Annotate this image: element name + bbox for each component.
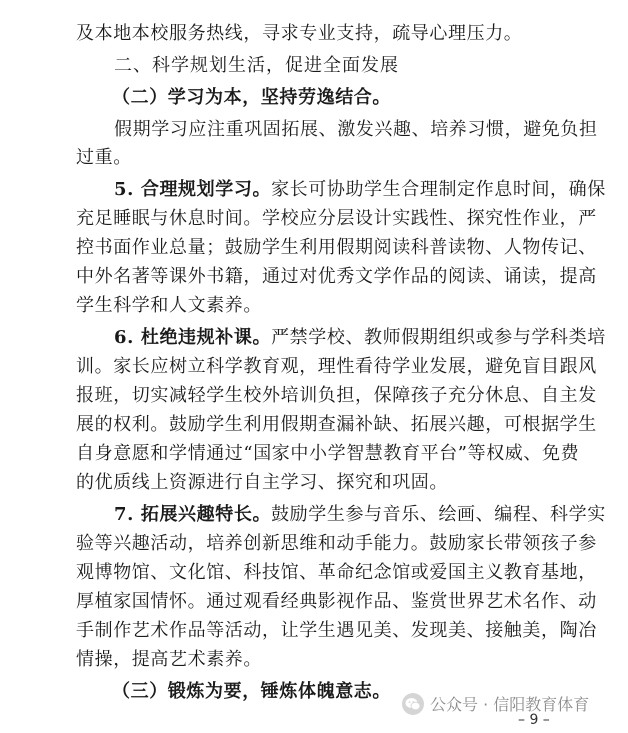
paragraph-line: 充足睡眠与休息时间。学校应分层设计实践性、探究性作业，严 bbox=[76, 208, 597, 229]
paragraph-line: 学生科学和人文素养。 bbox=[76, 295, 262, 316]
paragraph-line: 的优质线上资源进行自主学习、探究和巩固。 bbox=[76, 472, 448, 493]
subsection-heading: （二）学习为本，坚持劳逸结合。 bbox=[112, 87, 391, 108]
item-heading: 5. 合理规划学习。 bbox=[114, 179, 272, 200]
paragraph-line: 展的权利。鼓励学生利用假期查漏补缺、拓展兴趣，可根据学生 bbox=[76, 414, 597, 435]
item-text: 家长可协助学生合理制定作息时间，确保 bbox=[271, 179, 606, 200]
item-heading: 6. 杜绝违规补课。 bbox=[114, 327, 272, 348]
paragraph-line bbox=[114, 501, 606, 529]
paragraph-line: 厚植家国情怀。通过观看经典影视作品、鉴赏世界艺术名作、动 bbox=[76, 591, 597, 612]
section-heading: 二、科学规划生活，促进全面发展 bbox=[114, 55, 399, 76]
wechat-watermark bbox=[402, 692, 589, 715]
subsection-heading: （三）锻炼为要，锤炼体魄意志。 bbox=[112, 681, 391, 702]
paragraph-line: 验等兴趣活动，培养创新思维和动手能力。鼓励家长带领孩子参 bbox=[76, 533, 597, 554]
paragraph-line: 假期学习应注重巩固拓展、激发兴趣、培养习惯，避免负担 bbox=[114, 119, 598, 140]
paragraph-line: 观博物馆、文化馆、科技馆、革命纪念馆或爱国主义教育基地， bbox=[76, 562, 597, 583]
paragraph-line: 情操，提高艺术素养。 bbox=[76, 649, 262, 670]
paragraph-line: 中外名著等课外书籍，通过对优秀文学作品的阅读、诵读，提高 bbox=[76, 266, 597, 287]
paragraph-line: 及本地本校服务热线，寻求专业支持，疏导心理压力。 bbox=[76, 23, 523, 44]
paragraph-line: 报班，切实减轻学生校外培训负担，保障孩子充分休息、自主发 bbox=[76, 385, 597, 406]
item-heading: 7. 拓展兴趣特长。 bbox=[114, 504, 272, 525]
paragraph-line bbox=[114, 176, 606, 204]
item-text: 严禁学校、教师假期组织或参与学科类培 bbox=[271, 327, 606, 348]
paragraph-line: 手制作艺术作品等活动，让学生遇见美、发现美、接触美，陶冶 bbox=[76, 620, 597, 641]
wechat-icon bbox=[402, 693, 424, 715]
page-number: – 9 – bbox=[518, 712, 550, 728]
paragraph-line: 训。家长应树立科学教育观，理性看待学业发展，避免盲目跟风 bbox=[76, 356, 597, 377]
paragraph-line: 自身意愿和学情通过“国家中小学智慧教育平台”等权威、免费 bbox=[76, 443, 580, 464]
paragraph-line: 控书面作业总量；鼓励学生利用假期阅读科普读物、人物传记、 bbox=[76, 237, 597, 258]
paragraph-line bbox=[114, 324, 606, 352]
watermark-label: 公众号 · 信阳教育体育 bbox=[430, 695, 590, 714]
item-text: 鼓励学生参与音乐、绘画、编程、科学实 bbox=[271, 504, 606, 525]
paragraph-line: 过重。 bbox=[76, 147, 132, 168]
